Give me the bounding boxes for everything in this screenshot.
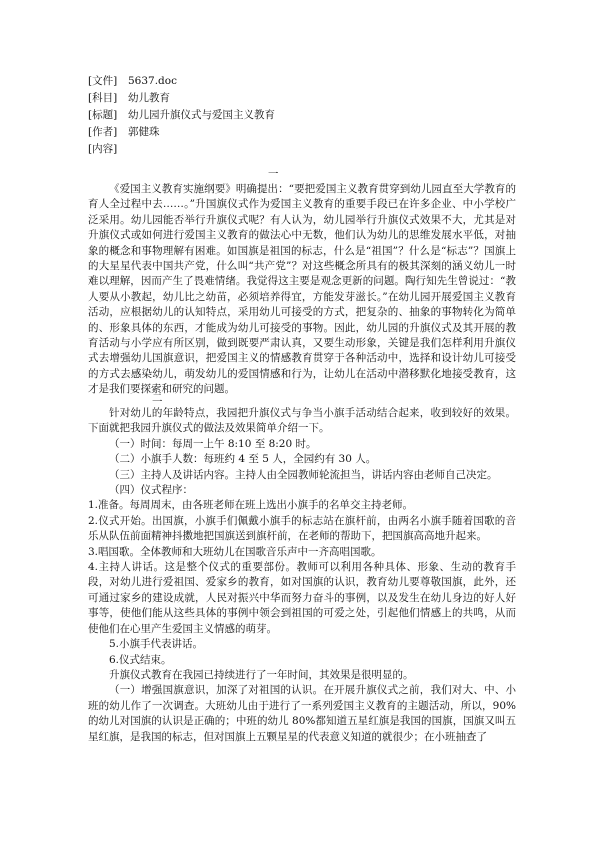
meta-label: [科目] [88,92,118,104]
meta-value: 郭健珠 [128,126,160,138]
paragraph: （三）主持人及讲话内容。主持人由全园教师轮流担当，讲话内容由老师自己决定。 [109,468,498,481]
paragraph: （一）时间：每周一上午 8:10 至 8:20 时。 [109,437,317,450]
meta-row-subject [88,90,275,107]
document-metadata [88,73,275,158]
paragraph: 《爱国主义教育实施纲要》明确提出：“要把爱国主义教育贯穿到幼儿园直至大学教育的育人全过程中去……。”升国旗仪式作为爱国主义教育的重要手段已在许多企业、中小学校广泛采用。幼儿园能否举行升旗仪式呢？有人认为，幼儿园举行升旗仪式效果不大，尤其是对升旗仪式或如何进行爱国主义教育的做法心中无数，他们认为幼儿的思维发展水平低，对抽象的概念和事物理解有困难。如国旗是祖国的标志，什么是“祖国”？什么是“标志”？国旗上的大星星代表中国共产党，什么叫“共产党”？对这些概念所具有的极其深刻的涵义幼儿一时难以理解，因而产生了畏难情绪。我觉得这主要是观念更新的问题。陶行知先生曾说过：“教人要从小教起，幼儿比之幼苗，必须培养得宜，方能发芽滋长。”在幼儿园开展爱国主义教育活动，应根据幼儿的认知特点，采用幼儿可接受的方式，把复杂的、抽象的事物转化为简单的、形象具体的东西，才能成为幼儿可接受的事物。因此，幼儿园的升旗仪式及其开展的教育活动与小学应有所区别，做到既要严肃认真，又要生动形象，关键是我们怎样利用升旗仪式去增强幼儿国旗意识，把爱国主义的情感教育贯穿于各种活动中，选择和设计幼儿可接受的方式去感染幼儿，萌发幼儿的爱国情感和行为，让幼儿在活动中潜移默化地接受教育，这才是我们要探索和研究的问题。 [88,183,516,396]
meta-row-title [88,107,275,124]
paragraph: 3.唱国歌。全体教师和大班幼儿在国歌音乐声中一齐高唱国歌。 [88,545,382,558]
paragraph: 2.仪式开始。出国旗，小旗手们佩戴小旗手的标志站在旗杆前，由两名小旗手随着国歌的音乐从队伍前面精神抖擞地把国旗送到旗杆前，在老师的帮助下，把国旗高高地升起来。 [88,514,516,543]
paragraph: （二）小旗手人数：每班约 4 至 5 人，全园约有 30 人。 [109,453,377,466]
paragraph: 6.仪式结束。 [109,653,172,666]
meta-label: [内容] [88,143,118,155]
meta-row-content [88,141,275,158]
paragraph: 5.小旗手代表讲话。 [109,638,204,651]
meta-row-file [88,73,275,90]
meta-label: [文件] [88,75,118,87]
meta-value: 5637.doc [128,75,177,87]
meta-value: 幼儿教育 [128,92,170,104]
paragraph: 4.主持人讲话。这是整个仪式的重要部份。教师可以利用各种具体、形象、生动的教育手段，对幼儿进行爱祖国、爱家乡的教育，如对国旗的认识，教育幼儿要尊敬国旗，此外，还可通过家乡的建设成就，人民对振兴中华而努力奋斗的事例，以及发生在幼儿身边的好人好事等，使他们能从这些具体的事例中领会到祖国的可爱之处，引起他们情感上的共鸣，从而使他们在心里产生爱国主义情感的萌芽。 [88,561,516,635]
paragraph: （四）仪式程序： [109,484,193,497]
paragraph: 1.准备。每周周末，由各班老师在班上选出小旗手的名单交主持老师。 [88,499,414,512]
section-number-one: 一 [268,168,279,180]
meta-label: [标题] [88,109,118,121]
paragraph: 升旗仪式教育在我园已持续进行了一年时间，其效果是很明显的。 [109,668,414,681]
meta-label: [作者] [88,126,118,138]
paragraph: （一）增强国旗意识，加深了对祖国的认识。在开展升旗仪式之前，我们对大、中、小班的幼儿作了一次调查。大班幼儿由于进行了一系列爱国主义教育的主题活动，所以，90%的幼儿对国旗的认识是正确的；中班的幼儿 80%都知道五星红旗是我国的国旗，国旗又叫五星红旗，是我国的标志，但对国旗上五颗星星的代表意义知道的就很少；在小班抽查了 [88,684,516,743]
meta-row-author [88,124,275,141]
section-two-body [88,406,516,745]
section-one-body [88,182,516,398]
meta-value: 幼儿园升旗仪式与爱国主义教育 [128,109,275,121]
section-number-two: 二 [152,392,163,404]
paragraph: 针对幼儿的年龄特点，我园把升旗仪式与争当小旗手活动结合起来，收到较好的效果。下面就把我园升旗仪式的做法及效果简单介绍一下。 [88,407,516,435]
